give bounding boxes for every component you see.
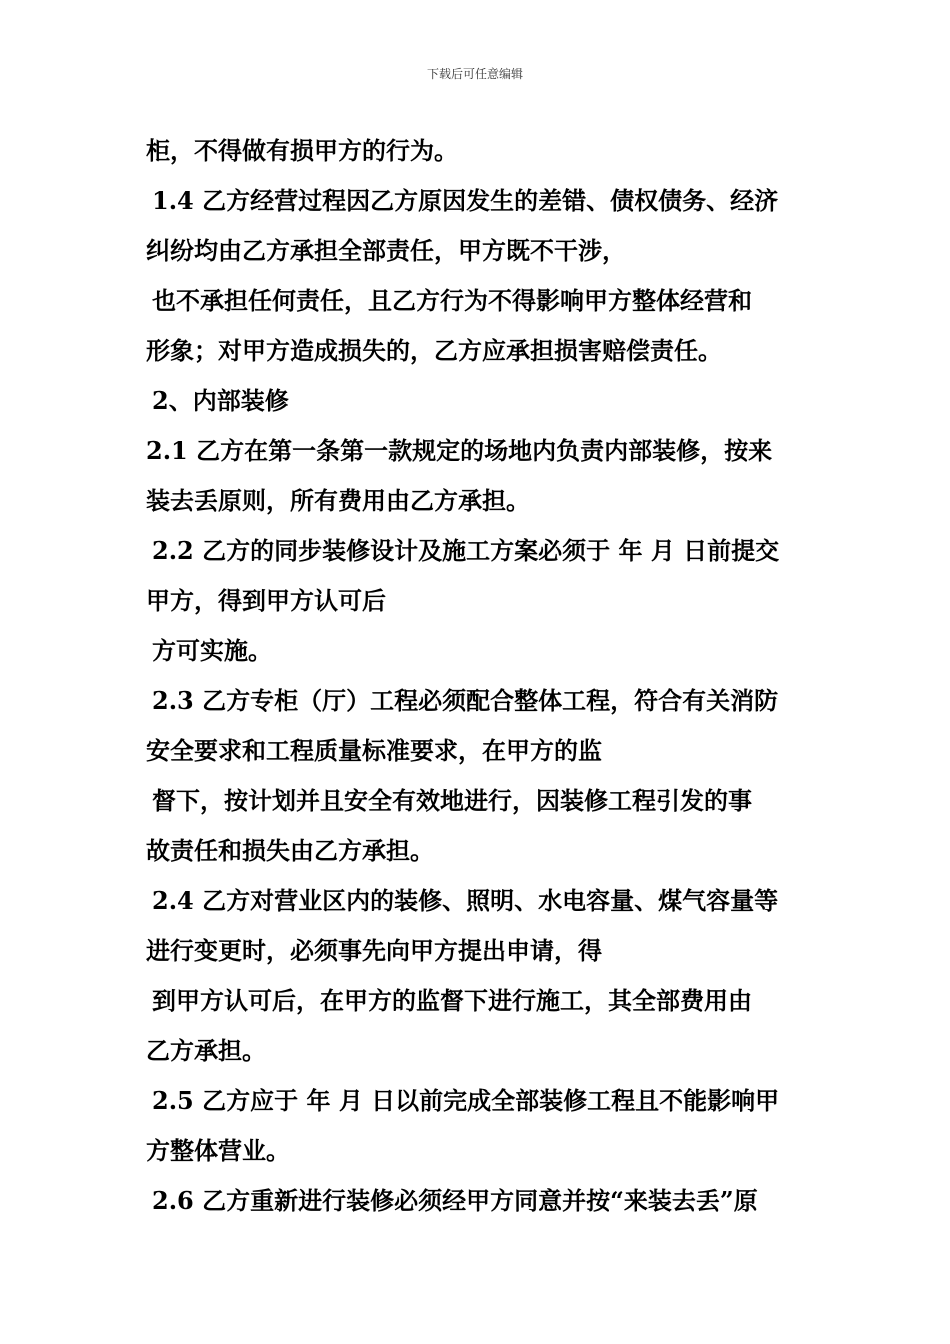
text-line: 2.5 乙方应于 年 月 日以前完成全部装修工程且不能影响甲 [152, 1086, 780, 1115]
page-header: 下载后可任意编辑 [426, 67, 523, 81]
text-line: 2.4 乙方对营业区内的装修、照明、水电容量、煤气容量等 [152, 886, 779, 915]
text-line: 2.3 乙方专柜（厅）工程必须配合整体工程，符合有关消防 [152, 686, 779, 715]
text-line: 进行变更时，必须事先向甲方提出申请，得 [146, 936, 602, 965]
text-line: 也不承担任何责任，且乙方行为不得影响甲方整体经营和 [152, 286, 752, 315]
text-line: 方整体营业。 [146, 1136, 290, 1165]
text-line: 到甲方认可后，在甲方的监督下进行施工，其全部费用由 [152, 986, 752, 1015]
text-line: 2.1 乙方在第一条第一款规定的场地内负责内部装修，按来 [146, 436, 773, 465]
text-line: 形象；对甲方造成损失的，乙方应承担损害赔偿责任。 [146, 336, 722, 365]
text-line: 安全要求和工程质量标准要求，在甲方的监 [146, 736, 602, 765]
text-line: 2.2 乙方的同步装修设计及施工方案必须于 年 月 日前提交 [152, 536, 780, 565]
text-line: 1.4 乙方经营过程因乙方原因发生的差错、债权债务、经济 [152, 186, 779, 215]
text-line: 故责任和损失由乙方承担。 [146, 836, 434, 865]
text-line: 督下，按计划并且安全有效地进行，因装修工程引发的事 [152, 786, 752, 815]
document-body [146, 126, 816, 1226]
text-line: 2.6 乙方重新进行装修必须经甲方同意并按“来装去丢”原 [152, 1186, 758, 1215]
text-line: 甲方，得到甲方认可后 [146, 586, 386, 615]
text-line: 装去丢原则，所有费用由乙方承担。 [146, 486, 530, 515]
text-line: 柜，不得做有损甲方的行为。 [146, 136, 458, 165]
text-line: 方可实施。 [152, 636, 272, 665]
text-line: 乙方承担。 [146, 1036, 266, 1065]
text-line: 纠纷均由乙方承担全部责任，甲方既不干涉， [146, 236, 626, 265]
text-line: 2、内部装修 [152, 386, 289, 415]
